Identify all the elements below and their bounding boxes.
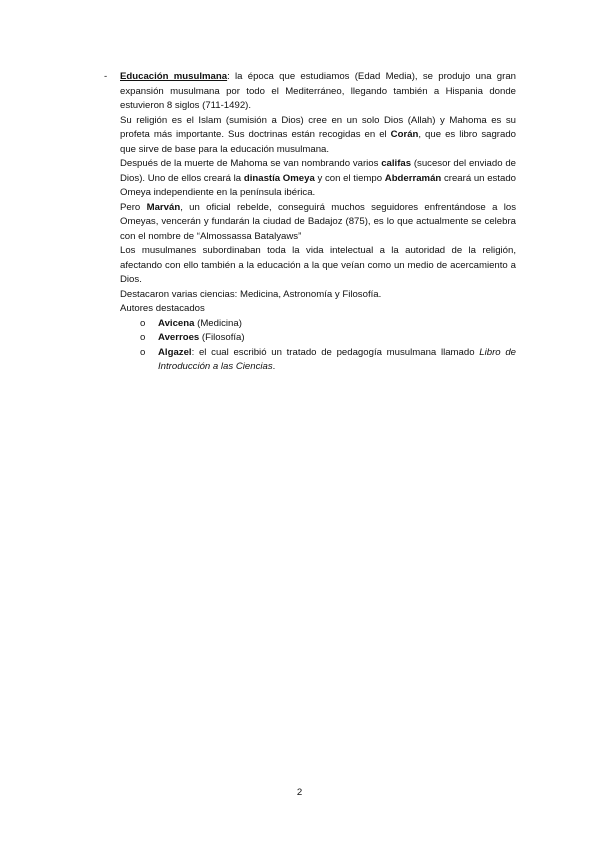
paragraph-intro: Educación musulmana: la época que estudiamos (Edad Media), se produjo una gran expansión musulmana por todo el Mediterráneo, llegando también a Hispania donde estuvieron 8 siglos (711-1492). [120,71,516,111]
paragraph-authors-heading: Autores destacados [120,303,205,314]
list-item: o Averroes (Filosofía) [140,332,245,343]
document-body [104,70,517,375]
paragraph-sciences: Destacaron varias ciencias: Medicina, Astronomía y Filosofía. [120,288,382,300]
page-number: 2 [296,787,303,798]
paragraph-religion: Su religión es el Islam (sumisión a Dios) cree en un solo Dios (Allah) y Mahoma es su profeta más importante. Sus doctrinas están recogidas en el Corán, que es libro sagrado que sirve de base para la educación musulmana. [120,114,517,155]
paragraph-subordination: Los musulmanes subordinaban toda la vida intelectual a la autoridad de la religión, afectando con ello también a la educación a la que veían como un medio de acercamiento a Dios. [120,245,516,285]
paragraph-califas: Después de la muerte de Mahoma se van nombrando varios califas (sucesor del enviado de Dios). Uno de ellos creará la dinastía Omeya y con el tiempo Abderramán creará un estado Omeya independiente en la península ibérica. [120,158,517,198]
list-item: o Algazel: el cual escribió un tratado de pedagogía musulmana llamado Libro de Introducción a las Ciencias. [140,346,516,372]
list-item: o Avicena (Medicina) [140,317,242,329]
section-heading: Educación musulmana [120,71,228,82]
authors-list [120,317,516,375]
book-title: Libro de Introducción a las Ciencias [158,346,516,372]
paragraph-marvan: Pero Marván, un oficial rebelde, conseguirá muchos seguidores enfrentándose a los Omeyas, vencerán y fundarán la ciudad de Badajoz (875), es lo que actualmente se celebra con el nombre de “Almossassa Batalyaws” [120,201,516,242]
list-dash: - [104,71,108,82]
